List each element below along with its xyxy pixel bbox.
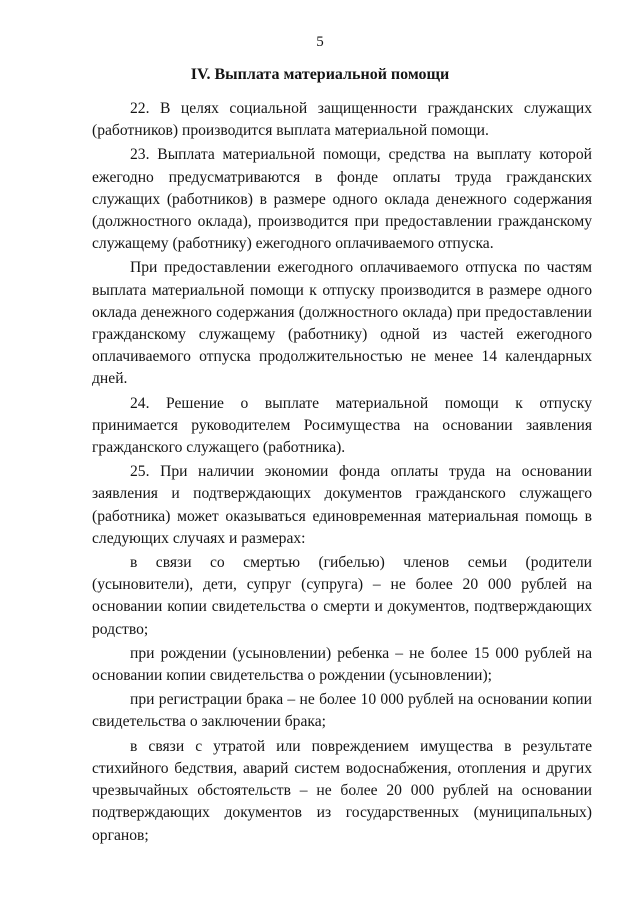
- list-item-death: в связи со смертью (гибелью) членов семьи (родители (усыновители), дети, супруг (супруга) – не более 20 000 рублей на основании копии свидетельства о смерти и документов, подтверждающих родство;: [92, 554, 592, 638]
- list-item-marriage: при регистрации брака – не более 10 000 рублей на основании копии свидетельства о заключении брака;: [92, 691, 592, 731]
- paragraph-25: 25. При наличии экономии фонда оплаты труда на основании заявления и подтверждающих документов гражданского служащего (работника) может оказываться единовременная материальная помощь в следующих случаях и размерах:: [92, 463, 592, 547]
- paragraph-24: 24. Решение о выплате материальной помощи к отпуску принимается руководителем Росимущества на основании заявления гражданского служащего (работника).: [92, 394, 592, 457]
- paragraph-23: 23. Выплата материальной помощи, средства на выплату которой ежегодно предусматриваются в фонде оплаты труда гражданских служащих (работников) в размере одного оклада денежного содержания (должностного оклада), производится при предоставлении гражданскому служащему (работнику) ежегодного оплачиваемого отпуска.: [92, 146, 592, 253]
- paragraph-23-parts: При предоставлении ежегодного оплачиваемого отпуска по частям выплата материальной помощи к отпуску производится в размере одного оклада денежного содержания (должностного оклада) при предоставлении гражданскому служащему (работнику) одной из частей ежегодного оплачиваемого отпуска продолжительностью не менее 14 календарных дней.: [92, 259, 592, 388]
- document-body: [92, 98, 592, 847]
- section-title: IV. Выплата материальной помощи: [190, 66, 450, 83]
- paragraph-22: 22. В целях социальной защищенности гражданских служащих (работников) производится выплата материальной помощи.: [92, 100, 592, 140]
- page-number: 5: [316, 34, 324, 50]
- list-item-birth: при рождении (усыновлении) ребенка – не более 15 000 рублей на основании копии свидетельства о рождении (усыновлении);: [92, 644, 592, 685]
- list-item-property-loss: в связи с утратой или повреждением имущества в результате стихийного бедствия, аварий систем водоснабжения, отопления и других чрезвычайных обстоятельств – не более 20 000 рублей на основании подтверждающих документов из государственных (муниципальных) органов;: [92, 737, 592, 844]
